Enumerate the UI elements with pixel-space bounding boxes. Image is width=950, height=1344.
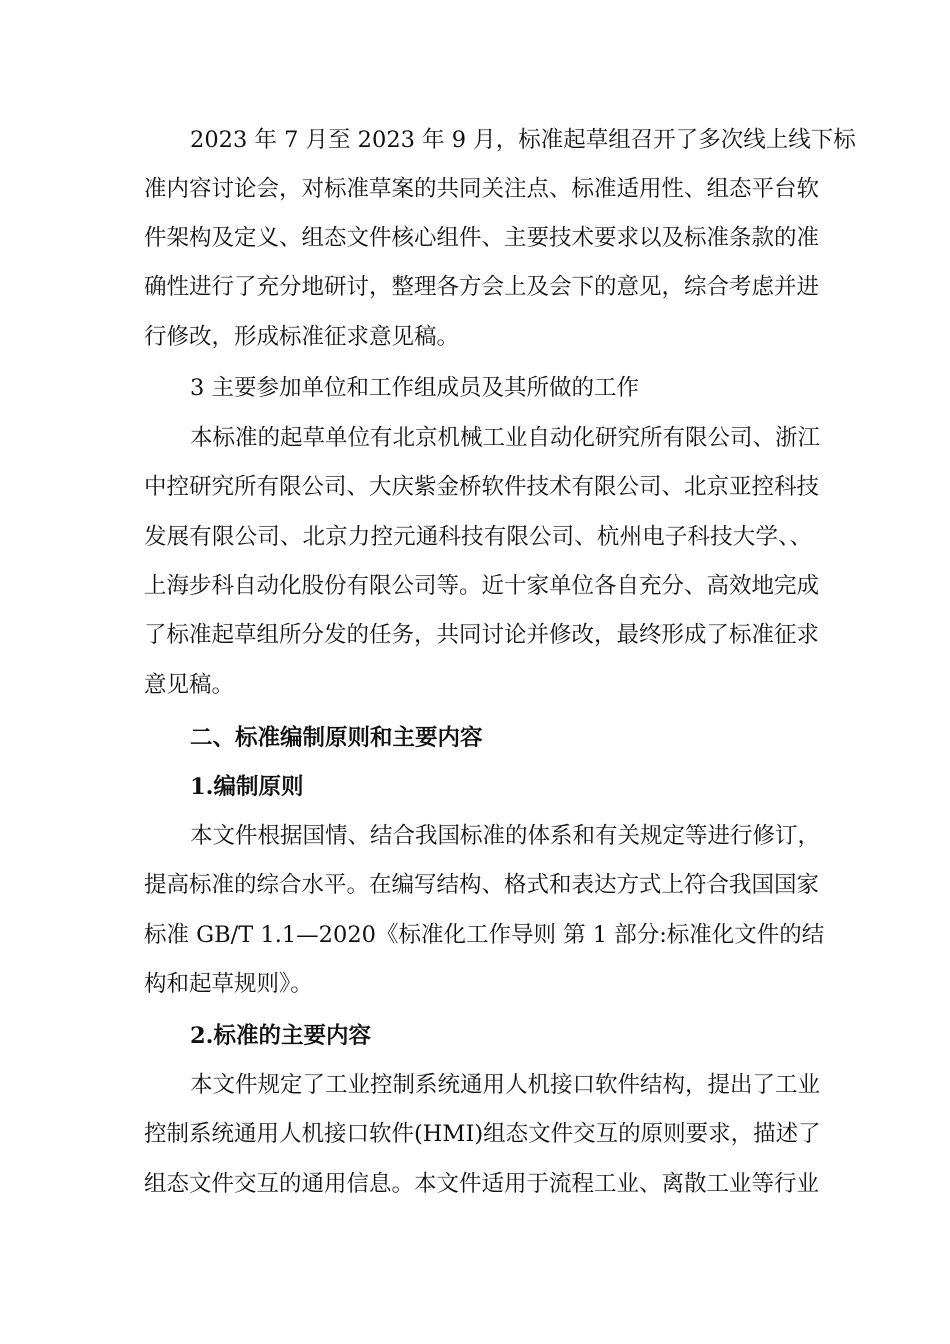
paragraph-line: 2023 年 7 月至 2023 年 9 月，标准起草组召开了多次线上线下标 (190, 127, 856, 153)
paragraph-line: 构和起草规则》。 (144, 971, 313, 997)
paragraph-line: 组态文件交互的通用信息。本文件适用于流程工业、离散工业等行业 (144, 1171, 820, 1197)
section-heading: 1.编制原则 (190, 774, 304, 800)
paragraph-line: 本文件根据国情、结合我国标准的体系和有关规定等进行修订， (190, 823, 821, 849)
paragraph-line: 发展有限公司、北京力控元通科技有限公司、杭州电子科技大学、、 (144, 524, 812, 550)
paragraph-line: 确性进行了充分地研讨，整理各方会上及会下的意见，综合考虑并进 (144, 274, 820, 300)
paragraph-line: 本标准的起草单位有北京机械工业自动化研究所有限公司、浙江 (190, 425, 821, 451)
section-heading: 二、标准编制原则和主要内容 (190, 725, 483, 751)
section-heading: 2.标准的主要内容 (190, 1023, 371, 1049)
section-heading: 3 主要参加单位和工作组成员及其所做的工作 (190, 375, 639, 401)
paragraph-line: 意见稿。 (144, 672, 235, 698)
paragraph-line: 了标准起草组所分发的任务，共同讨论并修改，最终形成了标准征求 (144, 622, 820, 648)
paragraph-line: 上海步科自动化股份有限公司等。近十家单位各自充分、高效地完成 (144, 573, 820, 599)
paragraph-line: 标准 GB/T 1.1—2020《标准化工作导则 第 1 部分:标准化文件的结 (144, 922, 825, 948)
paragraph-line: 控制系统通用人机接口软件(HMI)组态文件交互的原则要求，描述了 (144, 1121, 821, 1147)
paragraph-line: 件架构及定义、组态文件核心组件、主要技术要求以及标准条款的准 (144, 225, 820, 251)
paragraph-line: 本文件规定了工业控制系统通用人机接口软件结构，提出了工业 (190, 1072, 821, 1098)
paragraph-line: 行修改，形成标准征求意见稿。 (144, 324, 460, 350)
paragraph-line: 中控研究所有限公司、大庆紫金桥软件技术有限公司、北京亚控科技 (144, 474, 820, 500)
paragraph-line: 准内容讨论会，对标准草案的共同关注点、标准适用性、组态平台软 (144, 176, 820, 202)
paragraph-line: 提高标准的综合水平。在编写结构、格式和表达方式上符合我国国家 (144, 872, 820, 898)
